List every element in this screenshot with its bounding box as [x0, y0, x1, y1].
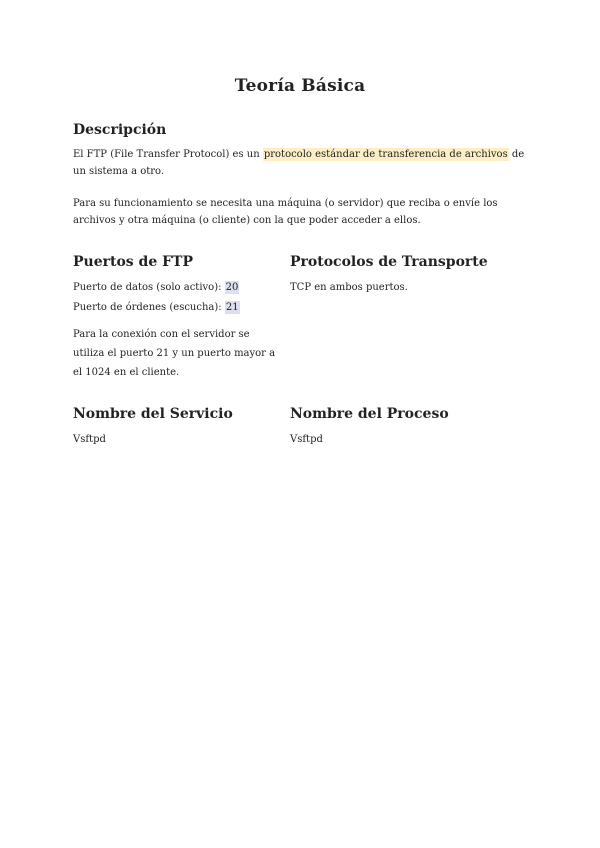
service-process-row: [73, 405, 533, 450]
process-section: [290, 405, 507, 450]
data-port-line: [73, 278, 290, 298]
transport-section: [290, 253, 507, 382]
service-name: Vsftpd: [73, 434, 106, 445]
description-heading: Descripción: [73, 122, 167, 138]
description-section: [73, 121, 533, 229]
ports-transport-row: [73, 253, 533, 382]
process-name: Vsftpd: [290, 434, 323, 445]
document-content: [73, 121, 533, 450]
page-title: Teoría Básica: [234, 76, 366, 96]
transport-heading: Protocolos de Transporte: [290, 254, 488, 270]
description-paragraph-1: [73, 146, 533, 180]
service-section: [73, 405, 290, 450]
command-port-label: Puerto de órdenes (escucha):: [73, 302, 225, 313]
command-port-value: 21: [225, 302, 239, 313]
service-heading: Nombre del Servicio: [73, 406, 233, 422]
transport-text: TCP en ambos puertos.: [290, 282, 408, 293]
data-port-label: Puerto de datos (solo activo):: [73, 282, 225, 293]
ports-heading: Puertos de FTP: [73, 254, 194, 270]
ports-section: [73, 253, 290, 382]
description-paragraph-2: Para su funcionamiento se necesita una máquina (o servidor) que reciba o envíe los archivos y otra máquina (o cliente) con la que poder acceder a ellos.: [73, 198, 498, 226]
highlighted-definition: protocolo estándar de transferencia de archivos: [263, 149, 508, 160]
description-text-prefix: El FTP (File Transfer Protocol) es un: [73, 149, 263, 160]
connection-note: Para la conexión con el servidor se utiliza el puerto 21 y un puerto mayor a el 1024 en el cliente.: [73, 329, 276, 378]
command-port-line: [73, 298, 290, 318]
description-text-suffix: de un sistema a otro.: [73, 149, 525, 177]
process-heading: Nombre del Proceso: [290, 406, 449, 422]
data-port-value: 20: [225, 282, 239, 293]
